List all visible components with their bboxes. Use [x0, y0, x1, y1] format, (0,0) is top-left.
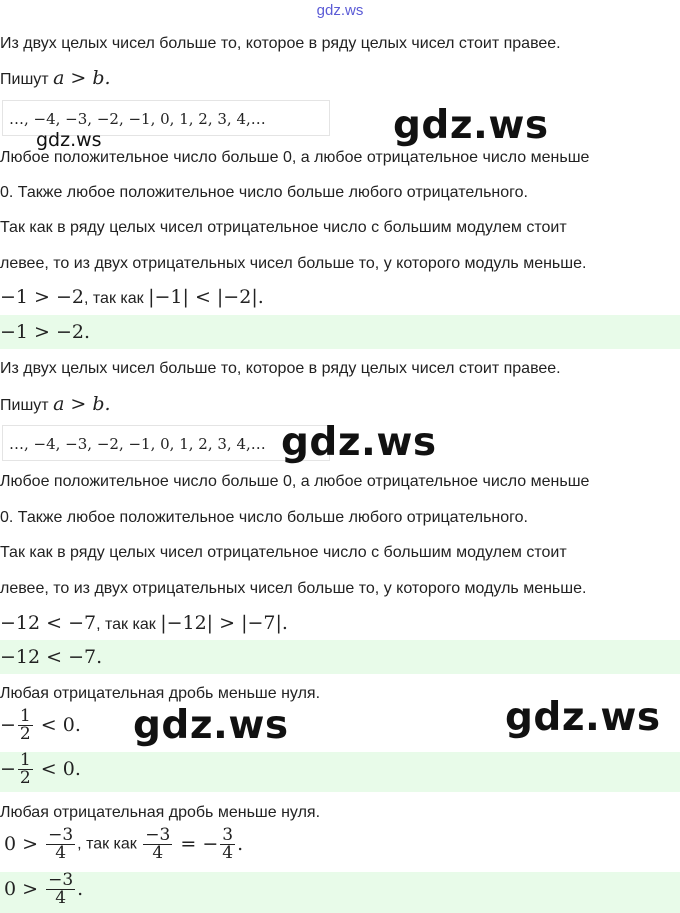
watermark: gdz.ws: [393, 103, 549, 148]
rule-text-2: Из двух целых чисел больше то, которое в ряду целых чисел стоит правее.: [0, 360, 561, 377]
period: .: [237, 833, 244, 855]
modulus-line-2a: Так как в ряду целых чисел отрицательное число с большим модулем стоит: [0, 544, 567, 561]
fraction-numerator: −3: [48, 872, 74, 890]
fraction-numerator: 1: [19, 752, 31, 770]
fraction: [220, 827, 235, 862]
answer-expression-1: −1 > −2.: [0, 321, 91, 343]
fraction: [18, 708, 33, 743]
fraction-denominator: 4: [55, 888, 67, 908]
watermark: gdz.ws: [281, 420, 437, 465]
fraction-denominator: 4: [152, 843, 164, 863]
lhs: 0 >: [4, 833, 39, 855]
write-prefix: Пишут: [0, 71, 49, 88]
fraction-denominator: 4: [55, 843, 67, 863]
watermark: gdz.ws: [505, 695, 661, 740]
modulus-line-2b: левее, то из двух отрицательных чисел больше то, у которого модуль меньше.: [0, 580, 587, 597]
comparison: < 0.: [40, 714, 81, 736]
reason-expression: −1 > −2: [0, 286, 85, 308]
fraction-numerator: −3: [48, 825, 74, 845]
answer-band-4: [0, 872, 680, 913]
minus-sign: −: [0, 714, 16, 736]
comparison: < 0.: [40, 758, 81, 780]
reason-expression: −12 < −7: [0, 612, 97, 634]
reason-connector: , так как: [84, 290, 149, 307]
modulus-line-1b: левее, то из двух отрицательных чисел больше то, у которого модуль меньше.: [0, 255, 587, 272]
answer-expression-2: −12 < −7.: [0, 646, 103, 668]
lhs: 0 >: [4, 878, 39, 900]
fraction: [18, 752, 33, 787]
write-line-2: [0, 394, 111, 416]
positive-line-1a: Любое положительное число больше 0, а любое отрицательное число меньше: [0, 149, 590, 166]
reason-abs-expression: |−1| < |−2|.: [148, 286, 264, 308]
write-expression: a > b.: [53, 393, 111, 415]
site-label[interactable]: gdz.ws: [316, 2, 364, 19]
fraction-denominator: 2: [19, 768, 31, 788]
rule-text-3: Любая отрицательная дробь меньше нуля.: [0, 685, 321, 702]
fraction-denominator: 2: [19, 724, 31, 744]
write-prefix: Пишут: [0, 397, 49, 414]
reason-connector: , так как: [96, 616, 161, 633]
answer-band-2: [0, 640, 680, 674]
integer-sequence-1: …, −4, −3, −2, −1, 0, 1, 2, 3, 4,…: [2, 100, 330, 136]
modulus-line-1a: Так как в ряду целых чисел отрицательное число с большим модулем стоит: [0, 219, 567, 236]
watermark: gdz.ws: [133, 703, 289, 748]
reason-line-2: [0, 613, 288, 635]
fraction-numerator: −3: [145, 825, 171, 845]
rule-text-1: Из двух целых чисел больше то, которое в ряду целых чисел стоит правее.: [0, 35, 561, 52]
period: .: [77, 878, 84, 900]
fraction-numerator: 1: [19, 706, 31, 726]
fraction: [46, 872, 75, 907]
reason-line-1: [0, 287, 264, 309]
integer-sequence-2: …, −4, −3, −2, −1, 0, 1, 2, 3, 4,…: [2, 425, 330, 461]
answer-band-1: [0, 315, 680, 349]
watermark: gdz.ws: [36, 129, 102, 151]
equals: = −: [180, 833, 219, 855]
positive-line-1b: 0. Также любое положительное число больше любого отрицательного.: [0, 184, 528, 201]
fraction-numerator: 3: [222, 825, 234, 845]
fraction: [143, 827, 172, 862]
fraction-line-4: [4, 827, 243, 862]
answer-band-3: [0, 752, 680, 792]
write-expression: a > b.: [53, 67, 111, 89]
reason-abs-expression: |−12| > |−7|.: [160, 612, 288, 634]
rule-text-4: Любая отрицательная дробь меньше нуля.: [0, 804, 321, 821]
minus-sign: −: [0, 758, 16, 780]
fraction: [46, 827, 75, 862]
positive-line-2b: 0. Также любое положительное число больше любого отрицательного.: [0, 509, 528, 526]
fraction-denominator: 4: [222, 843, 234, 863]
positive-line-2a: Любое положительное число больше 0, а любое отрицательное число меньше: [0, 473, 590, 490]
write-line-1: [0, 68, 111, 90]
reason-connector: , так как: [77, 835, 142, 853]
